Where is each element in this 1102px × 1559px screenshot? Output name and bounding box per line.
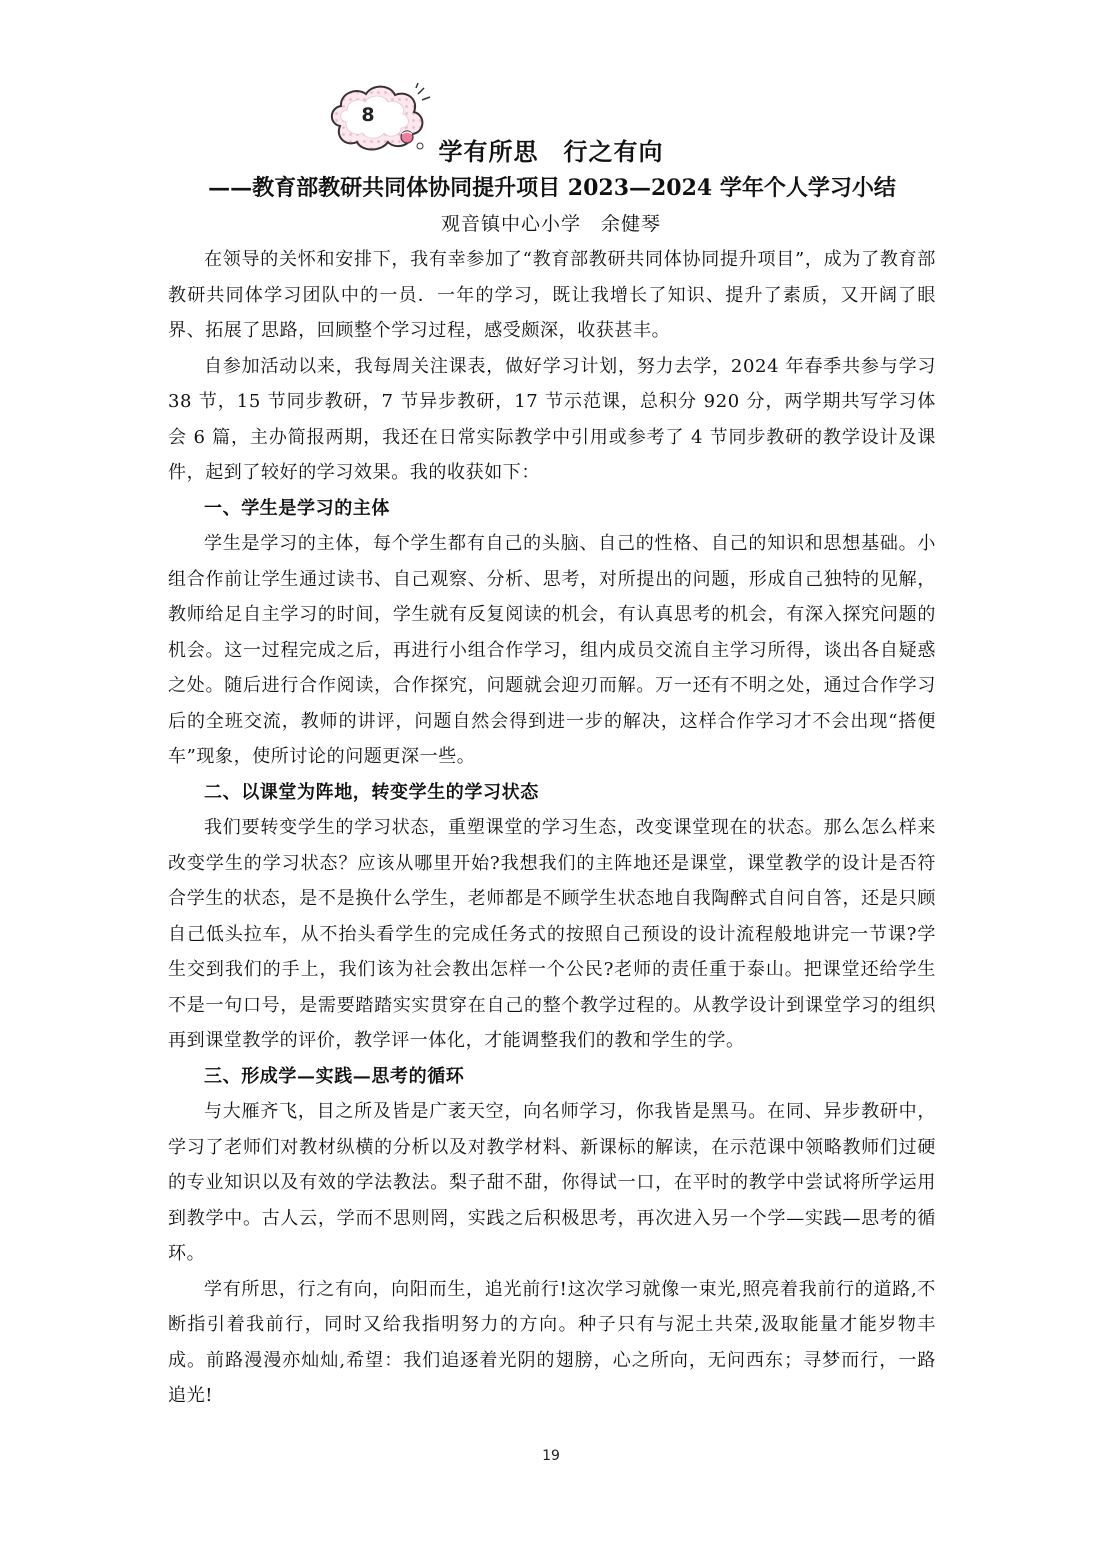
paragraph: 在领导的关怀和安排下，我有幸参加了“教育部教研共同体协同提升项目”，成为了教育部教研共同体学习团队中的一员．一年的学习，既让我增长了知识、提升了素质，又开阔了眼界、拓展了思路，回顾整个学习过程，感受颇深，收获甚丰。 [168,249,936,341]
section-heading: 三、形成学—实践—思考的循环 [204,1065,465,1087]
author-line: 观音镇中心小学 余健琴 [440,213,661,235]
paragraph: 我们要转变学生的学习状态，重塑课堂的学习生态，改变课堂现在的状态。那么怎么样来改变学生的学习状态？应该从哪里开始?我想我们的主阵地还是课堂，课堂教学的设计是否符合学生的状态，是不是换什么学生，老师都是不顾学生状态地自我陶醉式自问自答，还是只顾自己低头拉车，从不抬头看学生的完成任务式的按照自己预设的设计流程般地讲完一节课?学生交到我们的手上，我们该为社会教出怎样一个公民?老师的责任重于泰山。把课堂还给学生不是一句口号，是需要踏踏实实贯穿在自己的整个教学过程的。从教学设计到课堂学习的组织再到课堂教学的评价，教学评一体化，才能调整我们的教和学生的学。 [168,817,936,1051]
paragraph: 自参加活动以来，我每周关注课表，做好学习计划，努力去学，2024 年春季共参与学习 38 节，15 节同步教研，7 节异步教研，17 节示范课，总积分 920 分，两学期共写学习体会 6 篇，主办简报两期，我还在日常实际教学中引用或参考了 4 节同步教研的教学设计及课件，起到了较好的学习效果。我的收获如下： [168,355,936,483]
section-heading: 二、以课堂为阵地，转变学生的学习状态 [204,781,539,803]
page-number: 19 [542,1448,560,1464]
paragraph: 学生是学习的主体，每个学生都有自己的头脑、自己的性格、自己的知识和思想基础。小组合作前让学生通过读书、自己观察、分析、思考，对所提出的问题，形成自己独特的见解，教师给足自主学习的时间，学生就有反复阅读的机会，有认真思考的机会，有深入探究问题的机会。这一过程完成之后，再进行小组合作学习，组内成员交流自主学习所得，谈出各自疑惑之处。随后进行合作阅读，合作探究，问题就会迎刃而解。万一还有不明之处，通过合作学习后的全班交流，教师的讲评，问题自然会得到进一步的解决，这样合作学习才不会出现“搭便车”现象，使所讨论的问题更深一些。 [168,533,936,767]
section-heading: 一、学生是学习的主体 [204,497,390,519]
paragraph: 学有所思，行之有向，向阳而生，追光前行!这次学习就像一束光,照亮着我前行的道路,不断指引着我前行，同时又给我指明努力的方向。种子只有与泥土共荣,汲取能量才能岁物丰成。前路漫漫亦灿灿,希望：我们追逐着光阴的翅膀，心之所向，无问西东；寻梦而行，一路追光! [168,1278,936,1406]
chapter-number: 8 [361,104,375,126]
page-subtitle: ——教育部教研共同体协同提升项目 2023—2024 学年个人学习小结 [208,175,896,201]
article-body [168,242,936,1414]
paragraph: 与大雁齐飞，目之所及皆是广袤天空，向名师学习，你我皆是黑马。在同、异步教研中，学习了老师们对教材纵横的分析以及对教学材料、新课标的解读，在示范课中领略教师们过硬的专业知识以及有效的学法教法。梨子甜不甜，你得试一口，在平时的教学中尝试将所学运用到教学中。古人云，学而不思则罔，实践之后积极思考，再次进入另一个学—实践—思考的循环。 [168,1101,936,1264]
page-title: 学有所思 行之有向 [438,137,664,166]
